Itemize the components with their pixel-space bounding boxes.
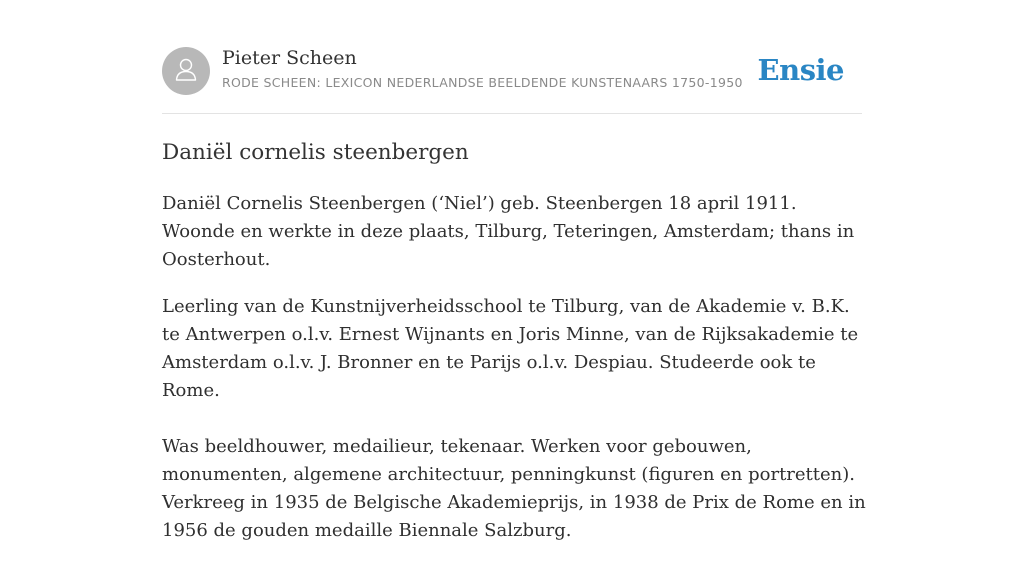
article-content <box>162 138 872 564</box>
article-paragraph: Leerling van de Kunstnijverheidsschool te Tilburg, van de Akademie v. B.K. te Antwerpen o.l.v. Ernest Wijnants en Joris Minne, van de Rijksakademie te Amsterdam o.l.v. J. Bronner en te Parijs o.l.v. Despiau. Studeerde ook te Rome. Was beeldhouwer, medailieur, tekenaar. Werken voor gebouwen, monumenten, algemene architectuur, penningkunst (figuren en portretten). Verkreeg in 1935 de Belgische Akademieprijs, in 1938 de Prix de Rome en in 1956 de gouden medaille Biennale Salzburg. <box>162 296 866 541</box>
source-title[interactable]: RODE SCHEEN: LEXICON NEDERLANDSE BEELDENDE KUNSTENAARS 1750-1950 <box>222 75 743 90</box>
user-icon <box>172 55 200 88</box>
author-name[interactable]: Pieter Scheen <box>222 47 357 69</box>
avatar[interactable] <box>162 47 210 95</box>
article-paragraph: Daniël Cornelis Steenbergen (‘Niel’) geb. Steenbergen 18 april 1911. Woonde en werkte in deze plaats, Tilburg, Teteringen, Amsterdam; thans in Oosterhout. <box>162 193 855 270</box>
ensie-logo[interactable]: Ensie <box>757 53 844 87</box>
header-divider <box>162 113 862 114</box>
page-title: Daniël cornelis steenbergen <box>162 140 469 165</box>
article-header <box>162 46 862 96</box>
article-body <box>162 190 872 545</box>
